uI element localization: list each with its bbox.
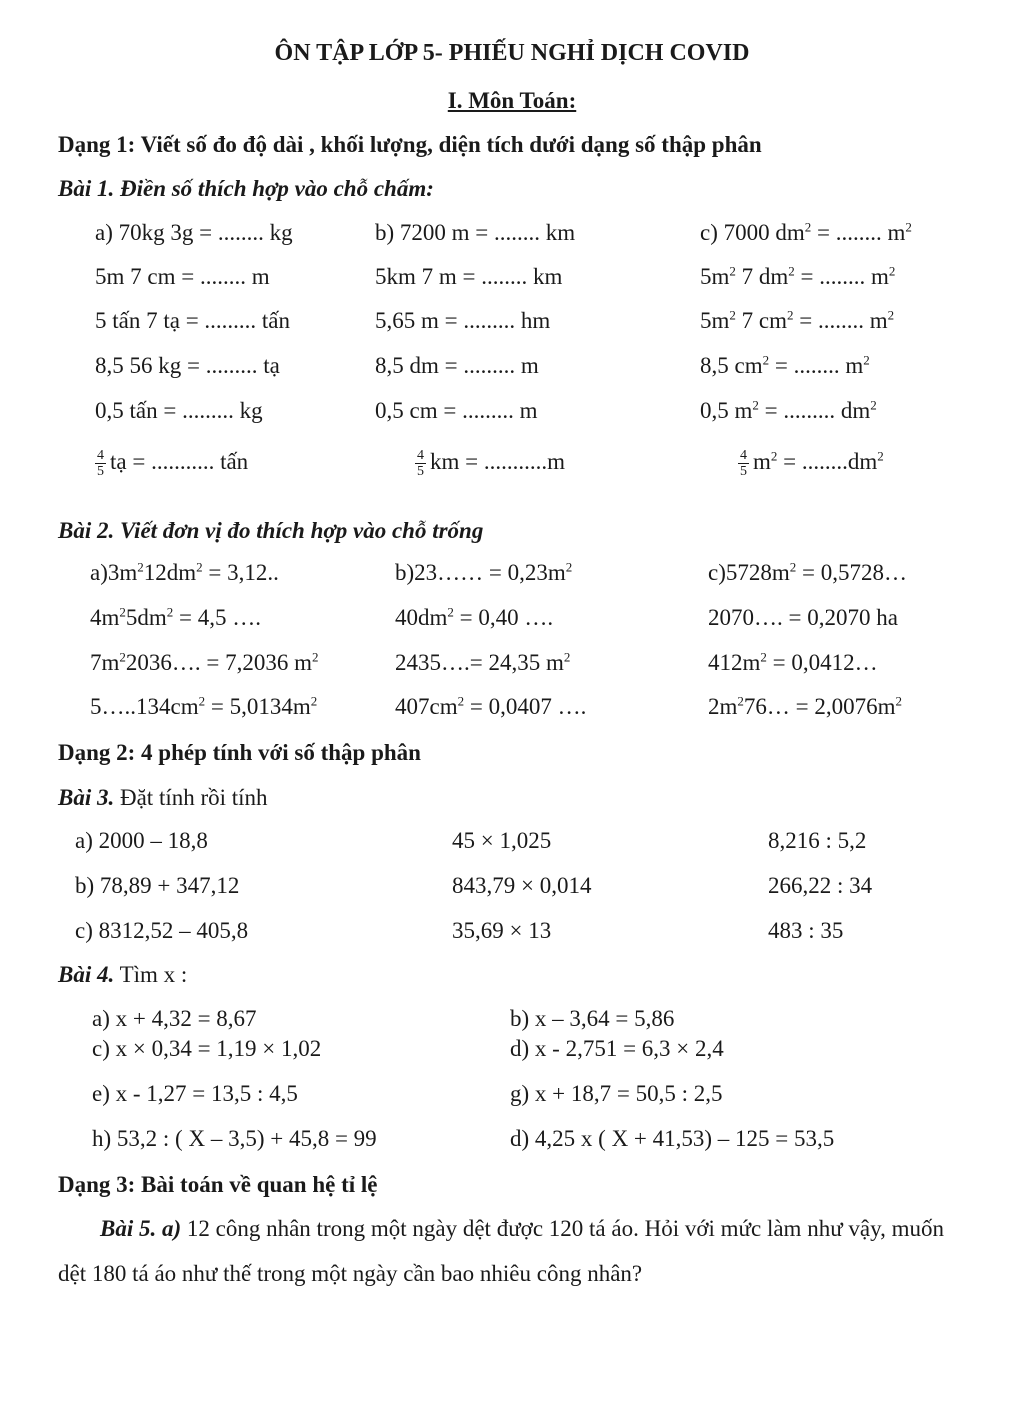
bai1-item: c) 7000 $dm^2$ = ........ $m^2$ <box>700 219 912 245</box>
bai2-item: $5\dots..134cm^2 = 5,0134m^2$ <box>90 693 318 719</box>
bai1-item: 8,5 56 kg = ......... tạ <box>95 353 280 378</box>
bai3-heading: Bài 3. Đặt tính rồi tính <box>58 785 268 810</box>
bai1-heading: Bài 1. Điền số thích hợp vào chỗ chấm: <box>58 176 434 201</box>
bai1-item: 8,5 $cm^2$ = ........ $m^2$ <box>700 352 870 378</box>
bai4-item: g) x + 18,7 = 50,5 : 2,5 <box>510 1081 723 1106</box>
bai2-heading: Bài 2. Viết đơn vị đo thích hợp vào chỗ trống <box>58 518 484 543</box>
bai3-item: 483 : 35 <box>768 918 844 943</box>
bai3-item: c) 8312,52 – 405,8 <box>75 918 249 943</box>
bai3-item: 45 × 1,025 <box>452 828 552 853</box>
bai2-item: 2435….= 24,35 $m^2$ <box>395 649 571 675</box>
dang2-heading: Dạng 2: 4 phép tính với số thập phân <box>58 740 421 765</box>
fraction: $\frac{4}{5}$ <box>740 448 747 479</box>
bai2-item: $7m^22036\dots$. = 7,2036 $m^2$ <box>90 649 319 675</box>
bai4-item: h) 53,2 : ( X – 3,5) + 45,8 = 99 <box>92 1126 377 1151</box>
bai2-item: $a)3m^212dm^2 = 3,12$.. <box>90 559 279 585</box>
bai1-item: 0,5 cm = ......... m <box>375 398 538 423</box>
bai3-item: 843,79 × 0,014 <box>452 873 592 898</box>
bai1-item: 5 tấn 7 tạ = ......... tấn <box>95 308 291 333</box>
bai4-item: c) x × 0,34 = 1,19 × 1,02 <box>92 1036 322 1061</box>
fraction: $\frac{4}{5}$ <box>417 448 424 479</box>
bai1-frac-item-3: $\frac{4}{5}$ $m^2 = ........dm^2$ <box>740 448 884 479</box>
bai1-item: 5,65 m = ......... hm <box>375 308 551 333</box>
bai3-item: b) 78,89 + 347,12 <box>75 873 240 898</box>
bai1-item: $5m^2$ 7 $cm^2$ = ........ $m^2$ <box>700 307 895 333</box>
bai3-item: 8,216 : 5,2 <box>768 828 867 853</box>
page-title: ÔN TẬP LỚP 5- PHIẾU NGHỈ DỊCH COVID <box>274 40 750 66</box>
bai4-item: d) 4,25 x ( X + 41,53) – 125 = 53,5 <box>510 1126 835 1151</box>
bai3-item: 35,69 × 13 <box>452 918 552 943</box>
bai1-item: 8,5 dm = ......... m <box>375 353 539 378</box>
dang3-heading: Dạng 3: Bài toán về quan hệ tỉ lệ <box>58 1172 378 1197</box>
bai1-item: 0,5 $m^2$ = ......... $dm^2$ <box>700 397 877 423</box>
bai1-item: 5km 7 m = ........ km <box>375 264 563 289</box>
bai2-item: b)23…… = $0,23m^2$ <box>395 559 573 585</box>
bai1-item: $5m^2$ 7 $dm^2$ = ........ $m^2$ <box>700 263 896 289</box>
bai1-item: 5m 7 cm = ........ m <box>95 264 270 289</box>
bai4-item: d) x - 2,751 = 6,3 × 2,4 <box>510 1036 724 1061</box>
bai3-item: 266,22 : 34 <box>768 873 873 898</box>
bai2-item: $40dm^2 = 0,40$ …. <box>395 604 554 630</box>
bai2-item: 2070…. = 0,2070 ha <box>708 605 898 630</box>
bai1-item: a) 70kg 3g = ........ kg <box>95 220 293 245</box>
bai4-item: e) x - 1,27 = 13,5 : 4,5 <box>92 1081 298 1106</box>
bai5-problem: Bài 5. a) 12 công nhân trong một ngày dệt được 120 tá áo. Hỏi với mức làm như vậy, muốn dệt 180 tá áo như thế trong một ngày cần bao nhiêu công nhân? <box>58 1216 945 1286</box>
bai4-heading: Bài 4. Tìm x : <box>58 962 188 987</box>
bai1-frac-item-1: $\frac{4}{5}$ tạ = ........... tấn <box>97 448 249 479</box>
bai4-item: a) x + 4,32 = 8,67 <box>92 1006 257 1031</box>
bai2-item: $2m^276\dots = 2,0076m^2$ <box>708 693 903 719</box>
bai2-item: $412m^2$ = 0,0412… <box>708 649 878 675</box>
bai3-item: a) 2000 – 18,8 <box>75 828 208 853</box>
dang1-heading: Dạng 1: Viết số đo độ dài , khối lượng, diện tích dưới dạng số thập phân <box>58 132 762 157</box>
bai1-item: 0,5 tấn = ......... kg <box>95 398 263 423</box>
bai2-item: $407cm^2 = 0,0407$ …. <box>395 693 587 719</box>
bai4-item: b) x – 3,64 = 5,86 <box>510 1006 675 1031</box>
section-heading: I. Môn Toán: <box>447 88 577 113</box>
bai2-item: $c)5728m^2$ = 0,5728… <box>708 559 907 585</box>
bai1-item: b) 7200 m = ........ km <box>375 220 576 245</box>
fraction: $\frac{4}{5}$ <box>97 448 104 479</box>
bai2-item: $4m^25dm^2 = 4,5$ …. <box>90 604 262 630</box>
bai1-frac-item-2: $\frac{4}{5}$ km = ...........m <box>417 448 566 479</box>
